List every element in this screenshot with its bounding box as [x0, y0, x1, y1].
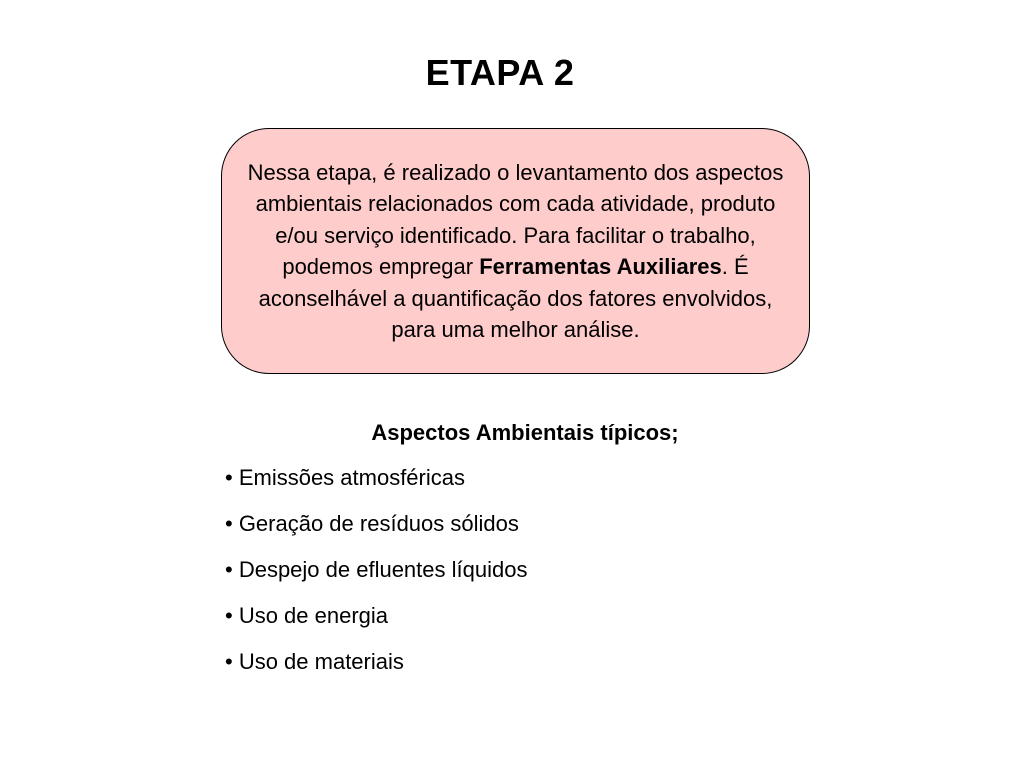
list-item: • Uso de energia — [225, 603, 389, 628]
description-callout-box — [221, 128, 810, 374]
aspects-list — [225, 463, 825, 693]
list-item: • Emissões atmosféricas — [225, 465, 465, 490]
section-heading: Aspectos Ambientais típicos; — [371, 420, 679, 445]
description-text-intro: Nessa etapa, é realizado o levantamento dos aspectos ambientais relacionados com cada atividade, produto e/ou serviço identificado. Para facilitar o trabalho, podemos empregar — [247, 159, 784, 279]
description-text-conclusion: . É aconselhável a quantificação dos fatores envolvidos, para uma melhor análise. — [258, 254, 773, 342]
list-item: • Despejo de efluentes líquidos — [225, 557, 528, 582]
list-item: • Geração de resíduos sólidos — [225, 511, 519, 536]
slide-title: ETAPA 2 — [425, 52, 575, 93]
list-item: • Uso de materiais — [225, 649, 404, 674]
description-text — [236, 157, 795, 346]
description-text-emphasis: Ferramentas Auxiliares — [479, 254, 722, 279]
